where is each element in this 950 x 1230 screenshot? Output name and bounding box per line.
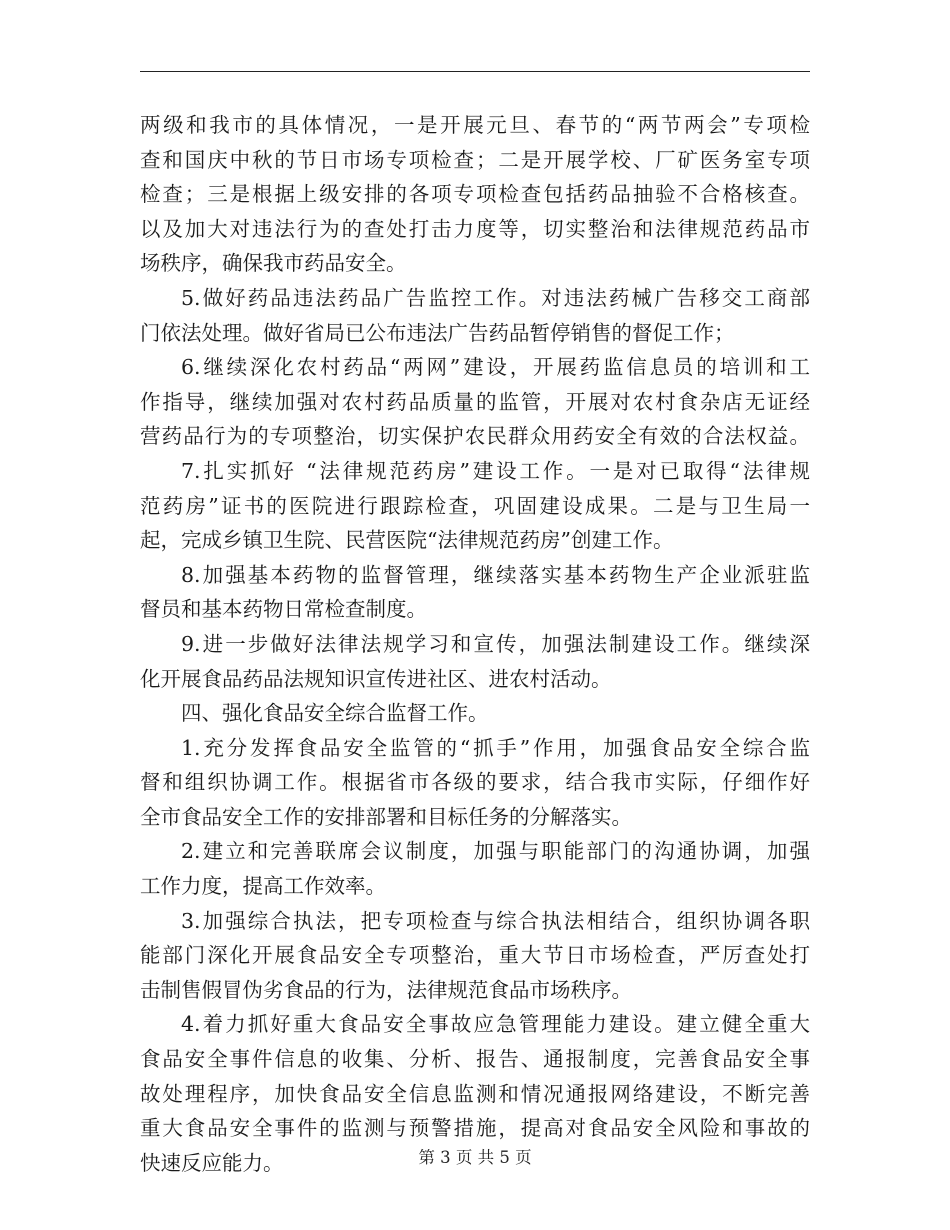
text-line: 快速反应能力。	[140, 1150, 284, 1175]
text-line: 查和国庆中秋的节日市场专项检查；二是开展学校、厂矿医务室专项	[140, 147, 810, 172]
text-line: 督和组织协调工作。根据省市各级的要求，结合我市实际，仔细作好	[140, 770, 810, 795]
text-line: 作指导，继续加强对农村药品质量的监管，开展对农村食杂店无证经	[140, 389, 810, 414]
text-line: 1.充分发挥食品安全监管的“抓手”作用，加强食品安全综合监	[181, 735, 810, 760]
text-line: 重大食品安全事件的监测与预警措施，提高对食品安全风险和事故的	[140, 1116, 810, 1141]
text-line: 范药房”证书的医院进行跟踪检查，巩固建设成果。二是与卫生局一	[140, 493, 810, 518]
text-line: 故处理程序，加快食品安全信息监测和情况通报网络建设，不断完善	[140, 1081, 810, 1106]
text-line: 3.加强综合执法，把专项检查与综合执法相结合，组织协调各职	[181, 908, 810, 933]
text-line: 击制售假冒伪劣食品的行为，法律规范食品市场秩序。	[140, 977, 632, 1002]
text-line: 工作力度，提高工作效率。	[140, 874, 386, 899]
text-line: 9.进一步做好法律法规学习和宣传，加强法制建设工作。继续深	[181, 631, 810, 656]
text-line: 5.做好药品违法药品广告监控工作。对违法药械广告移交工商部	[181, 285, 810, 310]
text-line: 两级和我市的具体情况，一是开展元旦、春节的“两节两会”专项检	[140, 113, 810, 137]
text-line: 四、强化食品安全综合监督工作。	[181, 701, 489, 726]
text-line: 起，完成乡镇卫生院、民营医院“法律规范药房”创建工作。	[140, 528, 674, 553]
text-line: 全市食品安全工作的安排部署和目标任务的分解落实。	[140, 804, 632, 829]
text-line: 4.着力抓好重大食品安全事故应急管理能力建设。建立健全重大	[181, 1012, 810, 1037]
header-rule	[140, 71, 810, 72]
text-line: 场秩序，确保我市药品安全。	[140, 251, 407, 276]
text-line: 6.继续深化农村药品“两网”建设，开展药监信息员的培训和工	[181, 355, 810, 380]
document-body	[140, 108, 810, 1180]
text-line: 食品安全事件信息的收集、分析、报告、通报制度，完善食品安全事	[140, 1047, 810, 1072]
text-line: 以及加大对违法行为的查处打击力度等，切实整治和法律规范药品市	[140, 216, 810, 241]
page-number: 第 3 页 共 5 页	[418, 1148, 532, 1167]
text-line: 督员和基本药物日常检查制度。	[140, 597, 427, 622]
text-line: 检查；三是根据上级安排的各项专项检查包括药品抽验不合格核查。	[140, 182, 810, 207]
text-line: 能部门深化开展食品安全专项整治，重大节日市场检查，严厉查处打	[140, 943, 810, 968]
text-line: 营药品行为的专项整治，切实保护农民群众用药安全有效的合法权益。	[140, 424, 810, 449]
text-line: 2.建立和完善联席会议制度，加强与职能部门的沟通协调，加强	[181, 839, 810, 864]
page-footer	[0, 1148, 950, 1168]
text-line: 8.加强基本药物的监督管理，继续落实基本药物生产企业派驻监	[181, 562, 810, 587]
text-line: 7.扎实抓好 “法律规范药房”建设工作。一是对已取得“法律规	[181, 458, 810, 483]
text-line: 门依法处理。做好省局已公布违法广告药品暂停销售的督促工作；	[140, 320, 735, 345]
text-line: 化开展食品药品法规知识宣传进社区、进农村活动。	[140, 666, 612, 691]
